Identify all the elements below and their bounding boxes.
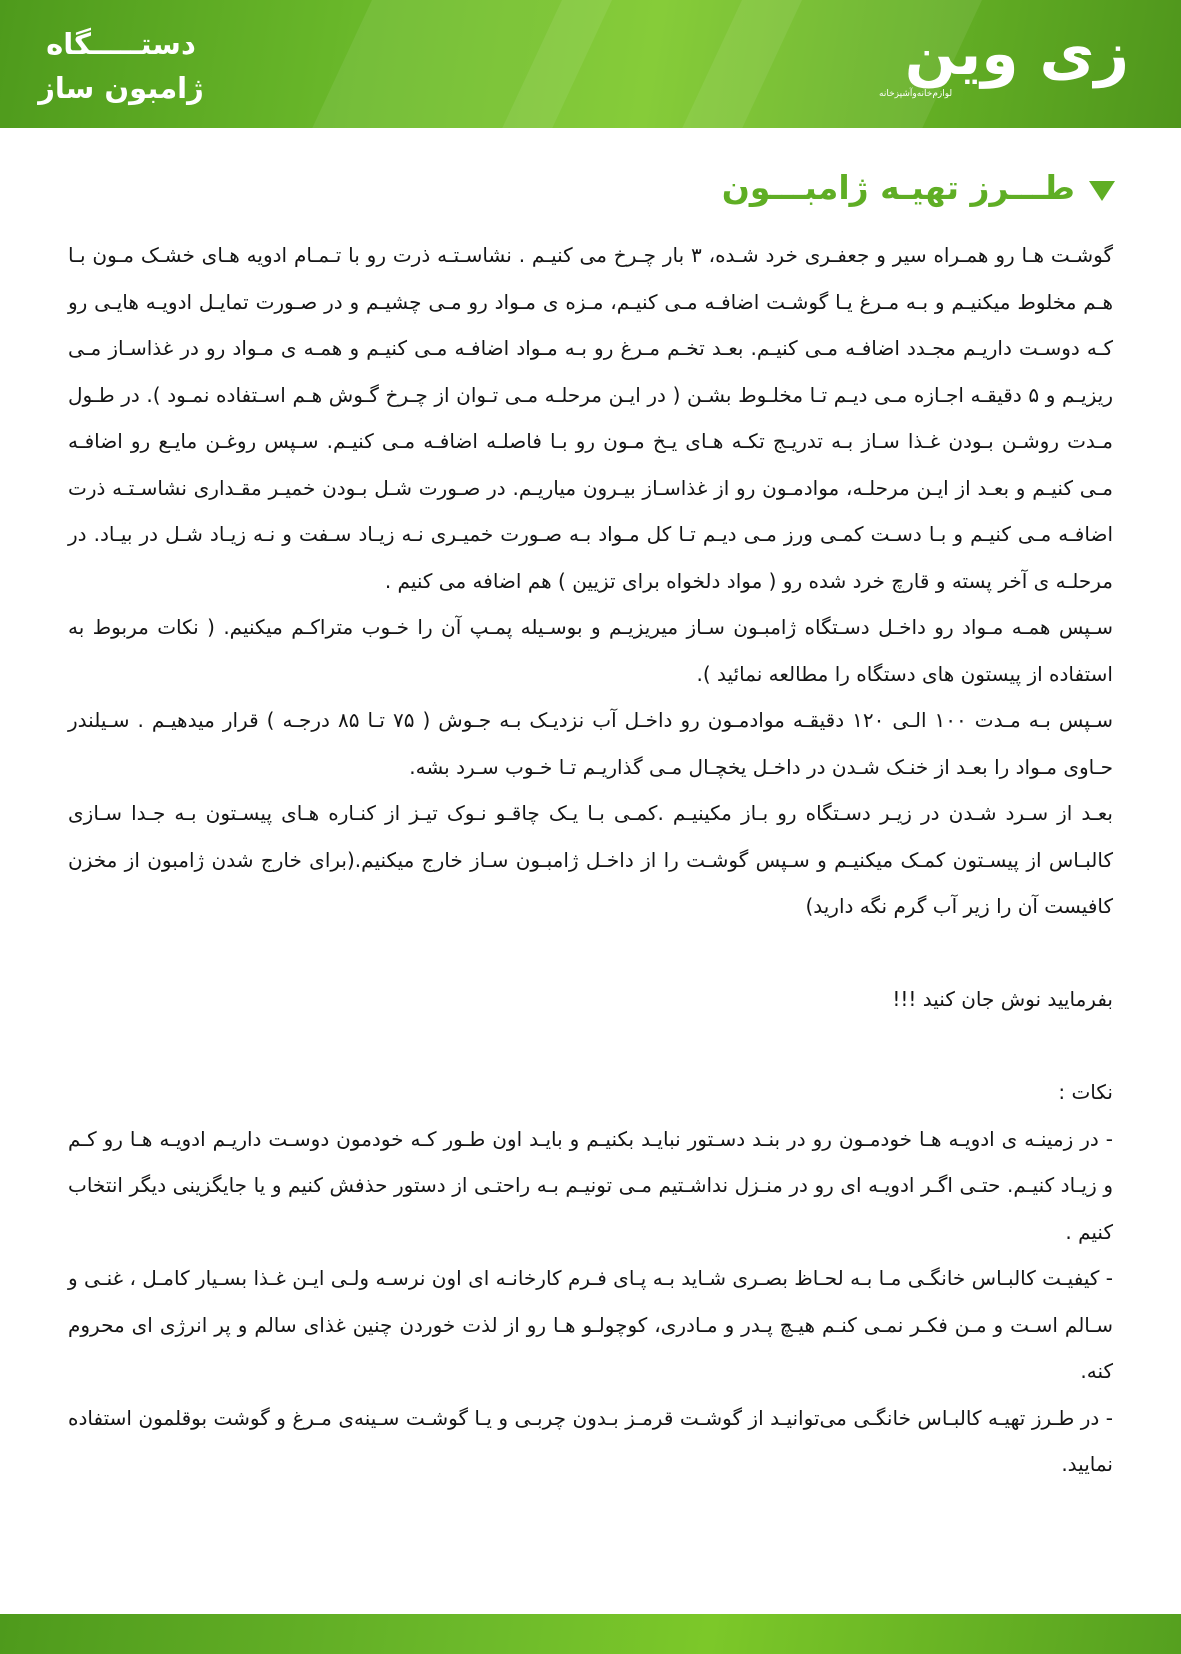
spacer: [68, 1023, 1113, 1070]
triangle-down-icon: [1089, 181, 1115, 201]
note-item: - کیفیـت کالبـاس خانگـی مـا بـه لحـاظ بصـری شـاید بـه پـای فـرم کارخانـه ای اون نرسـه ولـی ایـن غـذا بسـیار کامـل ، غنـی و سـالم اسـت و مـن فکـر نمـی کنـم هیـچ پـدر و مـادری، کوچولـو هـا رو از لذت خوردن چنین غذای سالم و پر انرژی ای محروم کنه.: [68, 1266, 1113, 1383]
paragraph: سـپس همـه مـواد رو داخـل دسـتگاه ژامبـون سـاز میریزیـم و بوسـیله پمـپ آن را خـوب متراکـم میکنیم. ( نکات مربوط به استفاده از پیستون های دستگاه را مطالعه نمائید ).: [68, 615, 1113, 686]
device-title: [36, 22, 206, 110]
recipe-body: [68, 232, 1113, 1488]
note-item: - در طـرز تهیـه کالبـاس خانگـی می‌توانیـد از گوشـت قرمـز بـدون چربـی و یـا گوشـت سـینه‌ی مـرغ و گوشت بوقلمون استفاده نمایید.: [68, 1405, 1113, 1476]
section-title: طـــرز تهیـه ژامبـــون: [721, 168, 1075, 207]
paragraph: گوشـت هـا رو همـراه سیر و جعفـری خرد شـده، ۳ بار چـرخ می کنیـم . نشاسـتـه ذرت رو با تـمـام ادویه هـای خشـک مـون بـا هـم مخلوط میکنیـم و بـه مـرغ یـا گوشـت اضافـه مـی کنیـم، مـزه ی مـواد رو مـی چشیـم و در صـورت تمایـل ادویـه هایـی رو کـه دوسـت داریـم مجـدد اضافـه مـی کنیـم. بعـد تخـم مـرغ رو بـه مـواد اضافـه مـی کنیـم و همـه ی مـواد رو در غذاسـاز مـی ریزیـم و ۵ دقیقـه اجـازه مـی دیـم تـا مخلـوط بشـن ( در ایـن مرحلـه مـی تـوان از چـرخ گـوش هـم اسـتفاده نمـود ). در طـول مـدت روشـن بـودن غـذا سـاز بـه تدریـج تکـه هـای یـخ مـون رو بـا فاصلـه اضافـه مـی کنیـم. سـپس روغـن مایـع رو اضافـه مـی کنیـم و بعـد از ایـن مرحلـه، موادمـون رو از غذاسـاز بیـرون میاریـم. در صـورت شـل بـودن خمیـر مقـداری نشاسـتـه ذرت اضافـه مـی کنیـم و بـا دسـت کمـی ورز مـی دیـم تـا کل مـواد بـه صـورت خمیـری نـه زیـاد سـفت و نـه زیـاد شـل در بیـاد. در مرحلـه ی آخر پسته و قارچ خرد شده رو ( مواد دلخواه برای تزیین ) هم اضافه می کنیم .: [68, 243, 1113, 593]
brand-logo-tagline: لوازم‌خانه‌وآشپزخانه: [879, 89, 953, 99]
brand-logo-text: زی وین: [904, 19, 1129, 89]
note-item: - در زمینـه ی ادویـه هـا خودمـون رو در بنـد دسـتور نبایـد بکنیـم و بایـد اون طـور کـه خودمون دوسـت داریـم ادویـه هـا رو کـم و زیـاد کنیـم. حتـی اگـر ادویـه ای رو در منـزل نداشـتیم مـی تونیـم بـه راحتـی از دستور حذفش کنیم و یا جایگزینی دیگر انتخاب کنیم .: [68, 1126, 1113, 1244]
paragraph: بعـد از سـرد شـدن در زیـر دسـتگاه رو بـاز مکینیـم .کمـی بـا یـک چاقـو نـوک تیـز از کنـاره هـای پیسـتون بـه جـدا سـازی کالبـاس از پیسـتون کمـک میکنیـم و سـپس گوشـت را از داخـل ژامبـون سـاز خارج میکنیم.(برای خارج شدن ژامبون از مخزن کافیست آن را زیر آب گرم نگه دارید): [68, 801, 1113, 918]
notes-heading: نکات :: [1058, 1080, 1113, 1104]
paragraph: سـپس بـه مـدت ۱۰۰ الـی ۱۲۰ دقیقـه موادمـون رو داخـل آب نزدیـک بـه جـوش ( ۷۵ تـا ۸۵ درجـه ) قرار میدهیـم . سـیلندر حـاوی مـواد را بعـد از خنـک شـدن در داخـل یخچـال مـی گذاریـم تـا خـوب سـرد بشه.: [68, 708, 1113, 779]
footer-bar: [0, 1614, 1181, 1654]
brand-logo: [879, 19, 1129, 110]
spacer: [68, 930, 1113, 977]
device-title-line2: ژامبون ساز: [38, 71, 204, 105]
closing-line: بفرمایید نوش جان کنید !!!: [892, 987, 1113, 1011]
device-title-line1: دستـــــگاه: [46, 27, 196, 61]
header-banner: [0, 0, 1181, 128]
section-heading: [722, 166, 1115, 210]
